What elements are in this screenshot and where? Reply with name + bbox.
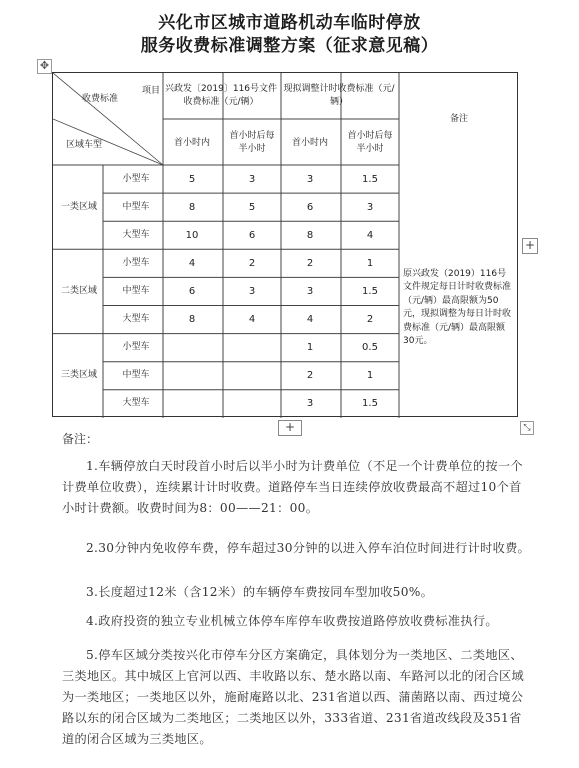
- new-each-half-fee: 2: [366, 314, 374, 326]
- new-each-half-fee: 1.5: [362, 285, 378, 297]
- header-corner-zone: 区域车型: [65, 139, 102, 150]
- header-old-standard: 兴政发〔2019〕116号文件收费标准（元/辆）: [164, 84, 278, 107]
- new-first-hour-fee: 1: [306, 342, 314, 354]
- vehicle-type: 中型车: [122, 370, 150, 381]
- vehicle-type: 小型车: [122, 257, 150, 268]
- old-each-half-fee: [227, 390, 277, 418]
- header-new-standard: 现拟调整计时收费标准（元/辆）: [283, 84, 395, 107]
- new-each-half-fee: 1.5: [362, 398, 378, 410]
- old-first-hour-fee: 8: [188, 314, 196, 326]
- old-each-half-fee: 2: [248, 257, 256, 269]
- vehicle-type: 大型车: [122, 314, 150, 325]
- old-each-half-fee: 3: [248, 173, 256, 185]
- subheader-new-first-hour: 首小时内: [291, 137, 328, 148]
- subheader-old-first-hour: 首小时内: [173, 137, 210, 148]
- new-first-hour-fee: 2: [306, 257, 314, 269]
- new-first-hour-fee: 3: [306, 285, 314, 297]
- old-first-hour-fee: 4: [188, 257, 196, 269]
- new-each-half-fee: 3: [366, 201, 374, 213]
- old-first-hour-fee: 8: [188, 201, 196, 213]
- zone-label: 二类区域: [60, 285, 97, 296]
- header-corner-item: 项目: [141, 85, 160, 96]
- new-first-hour-fee: 2: [306, 370, 314, 382]
- new-each-half-fee: 1.5: [362, 173, 378, 185]
- old-first-hour-fee: [163, 334, 221, 362]
- old-each-half-fee: 6: [248, 229, 256, 241]
- note-paragraph-1: 1.车辆停放白天时段首小时后以半小时为计费单位（不足一个计费单位的按一个计费单位收费），连续累计计时收费。道路停车当日连续停放收费最高不超过10个首小时计费额。收费时间为8：00——21：00。: [62, 459, 523, 515]
- note-paragraph-5: 5.停车区域分类按兴化市停车分区方案确定，具体划分为一类地区、二类地区、三类地区。其中城区上官河以西、丰收路以东、楚水路以南、车路河以北的闭合区域为一类地区；一类地区以外，施耐庵路以北、231省道以西、蒲菌路以南、西过境公路以东的闭合区域为二类地区；二类地区以外，333省道、231省道改线段及351省道的闭合区域为三类地区。: [62, 648, 525, 746]
- new-first-hour-fee: 3: [306, 398, 314, 410]
- old-each-half-fee: 3: [248, 285, 256, 297]
- add-row-plus-icon[interactable]: +: [278, 420, 302, 436]
- old-each-half-fee: 5: [248, 201, 256, 213]
- old-first-hour-fee: [163, 390, 221, 418]
- zone-label: 一类区域: [60, 201, 97, 212]
- vehicle-type: 中型车: [122, 201, 150, 212]
- old-first-hour-fee: [163, 362, 221, 390]
- add-column-plus-icon[interactable]: +: [522, 238, 538, 254]
- old-first-hour-fee: 5: [188, 173, 196, 185]
- vehicle-type: 中型车: [122, 285, 150, 296]
- subheader-new-each-half: 首小时后每半小时: [347, 131, 393, 154]
- subheader-old-each-half: 首小时后每半小时: [229, 131, 275, 154]
- move-icon[interactable]: ✥: [37, 59, 52, 74]
- document-title-line2: 服务收费标准调整方案（征求意见稿）: [140, 36, 439, 56]
- old-first-hour-fee: 10: [185, 229, 199, 241]
- fee-table: [52, 72, 518, 417]
- vehicle-type: 小型车: [122, 173, 150, 184]
- note-paragraph-3: 3.长度超过12米（含12米）的车辆停车费按同车型加收50%。: [86, 585, 434, 599]
- resize-icon[interactable]: ⤡: [520, 421, 534, 435]
- new-first-hour-fee: 4: [306, 314, 314, 326]
- new-each-half-fee: 4: [366, 229, 374, 241]
- new-each-half-fee: 1: [366, 257, 374, 269]
- new-each-half-fee: 1: [366, 370, 374, 382]
- remark-text: 原兴政发（2019）116号文件规定每日计时收费标准（元/辆）最高限额为50元，现拟调整为每日计时收费标准（元/辆）最高限额30元。: [403, 268, 512, 346]
- old-each-half-fee: [227, 362, 277, 390]
- new-first-hour-fee: 6: [306, 201, 314, 213]
- vehicle-type: 小型车: [122, 342, 150, 353]
- notes-heading: 备注：: [62, 432, 99, 446]
- header-corner-fee: 收费标准: [81, 93, 118, 104]
- note-paragraph-4: 4.政府投资的独立专业机械立体停车库停车收费按道路停放收费标准执行。: [86, 614, 498, 628]
- new-each-half-fee: 0.5: [362, 342, 378, 354]
- document-title-line1: 兴化市区城市道路机动车临时停放: [158, 13, 421, 33]
- new-first-hour-fee: 8: [306, 229, 314, 241]
- old-each-half-fee: 4: [248, 314, 256, 326]
- header-remark: 备注: [449, 113, 468, 124]
- old-each-half-fee: [227, 334, 277, 362]
- note-paragraph-2: 2.30分钟内免收停车费，停车超过30分钟的以进入停车泊位时间进行计时收费。: [86, 541, 531, 555]
- old-first-hour-fee: 6: [188, 285, 196, 297]
- zone-label: 三类区域: [60, 370, 97, 381]
- new-first-hour-fee: 3: [306, 173, 314, 185]
- vehicle-type: 大型车: [122, 229, 150, 240]
- vehicle-type: 大型车: [122, 398, 150, 409]
